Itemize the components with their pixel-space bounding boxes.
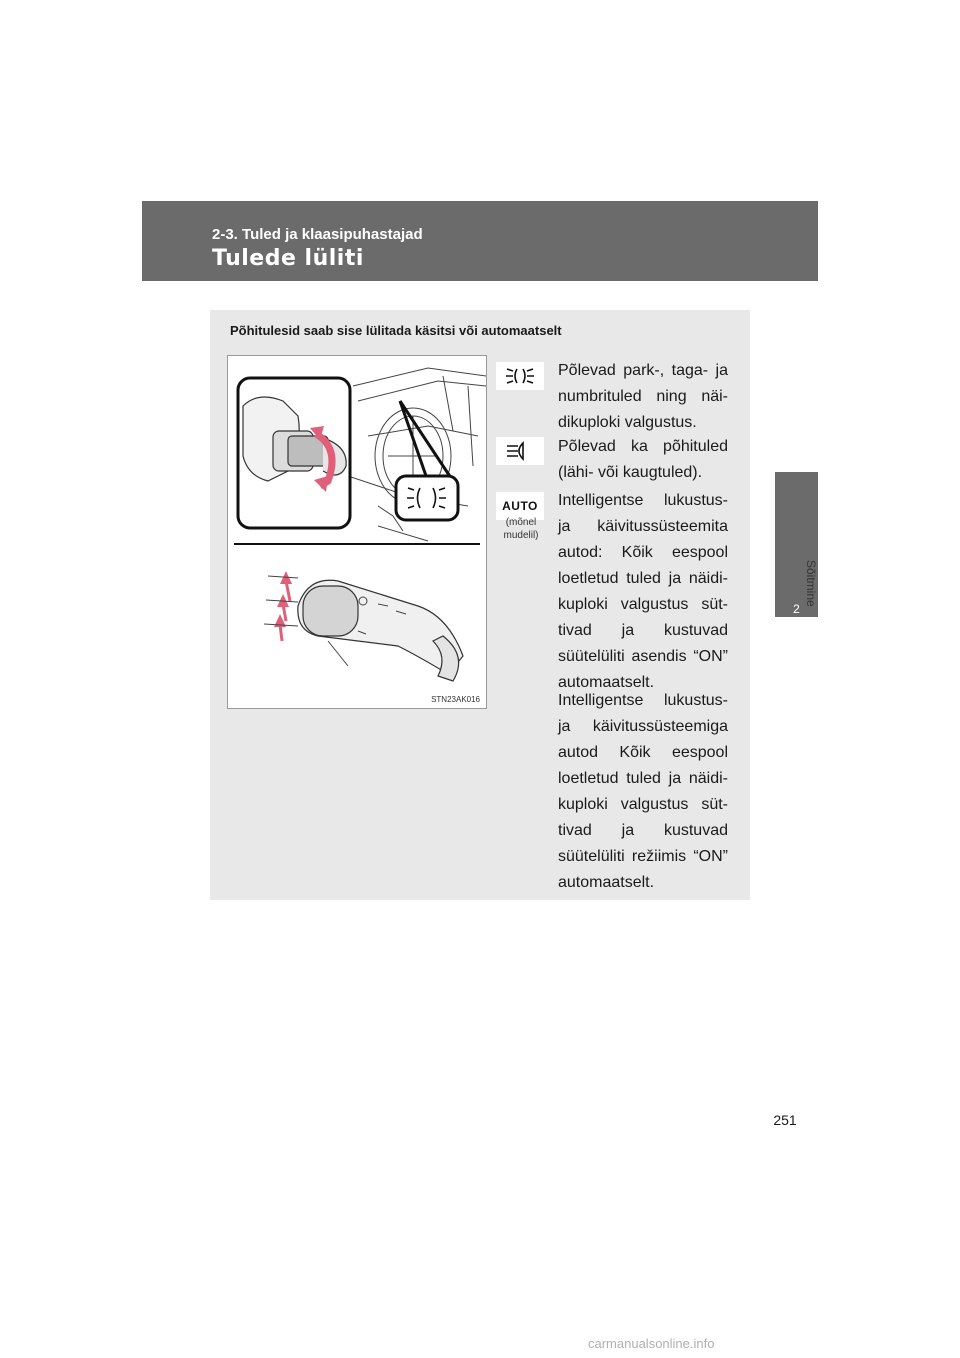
light-switch-illustration xyxy=(227,355,487,709)
watermark: carmanualsonline.info xyxy=(588,1336,715,1351)
auto-icon-label: AUTO xyxy=(502,499,538,513)
headlight-icon xyxy=(496,437,544,465)
parking-light-icon xyxy=(496,362,544,390)
chapter-label: Sõitmine xyxy=(804,560,818,607)
intro-heading: Põhitulesid saab sise lülitada käsitsi või automaatselt xyxy=(230,323,562,338)
page-number: 251 xyxy=(773,1112,797,1128)
item-auto-desc-smart: Intelligentse lukustus- ja käivitussüsteemiga autod Kõik eespool loetletud tuled ja näidi-kuploki valgustus süt-tivad ja kustuvad süütelüliti režiimis “ON” automaatselt. xyxy=(558,692,728,891)
item-auto-desc: Intelligentse lukustus- ja käivitussüsteemita autod: Kõik eespool loetletud tuled ja näidi-kuploki valgustus süt-tivad ja kustuvad süütelüliti asendis “ON” automaatselt. xyxy=(558,492,728,691)
chapter-number: 2 xyxy=(793,602,800,616)
chapter-header xyxy=(142,201,818,281)
figure-code: STN23AK016 xyxy=(431,695,480,704)
content-box xyxy=(210,310,750,900)
auto-icon-note: (mõnel mudelil) xyxy=(503,517,539,541)
page-title: Tulede lüliti xyxy=(212,246,364,271)
item-headlight-desc: Põlevad ka põhituled (lähi- või kaugtuled). xyxy=(558,438,728,481)
section-label: 2-3. Tuled ja klaasipuhastajad xyxy=(212,226,423,243)
item-parking-desc: Põlevad park-, taga- ja numbrituled ning näi-dikuploki valgustus. xyxy=(558,362,728,431)
illustration-drawing xyxy=(228,356,486,708)
